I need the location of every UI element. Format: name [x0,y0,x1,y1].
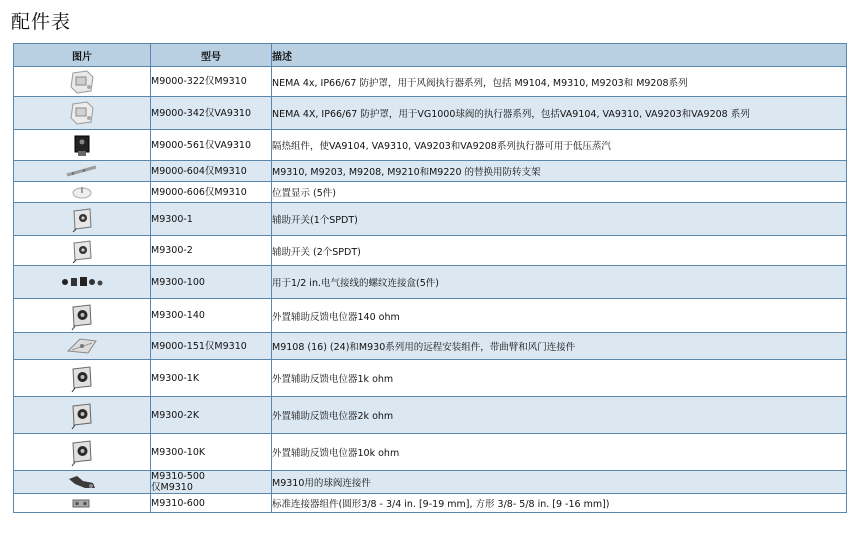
image-cell [14,203,151,236]
image-cell [14,182,151,203]
header-model: 型号 [151,44,272,67]
table-header-row [14,44,847,67]
potentiometer-icon [67,362,97,394]
description-cell: 外置辅助反馈电位器2k ohm [272,397,847,434]
potentiometer-icon [67,399,97,431]
image-cell [14,161,151,182]
switch-icon [67,238,97,264]
description-cell: 标准连接器组件(圆形3/8 - 3/4 in. [9-19 mm], 方形 3/8- 5/8 in. [9 -16 mm]) [272,494,847,513]
model-cell: M9300-1K [151,360,272,397]
image-cell [14,266,151,299]
switch-icon [67,205,97,233]
image-cell [14,397,151,434]
image-cell [14,299,151,333]
model-cell: M9000-606仅M9310 [151,182,272,203]
table-row [14,266,847,299]
potentiometer-icon [67,436,97,468]
description-cell: 辅助开关(1个SPDT) [272,203,847,236]
table-row [14,494,847,513]
description-cell: NEMA 4X, IP66/67 防护罩，用于VG1000球阀的执行器系列，包括VA9104, VA9310, VA9203和VA9208 系列 [272,97,847,130]
model-cell: M9300-100 [151,266,272,299]
enclosure-icon [65,69,99,95]
thermal-isolation-icon [67,132,97,158]
model-cell: M9000-604仅M9310 [151,161,272,182]
position-indicator-icon [69,184,95,200]
model-cell: M9310-600 [151,494,272,513]
model-cell: M9300-140 [151,299,272,333]
description-cell: 外置辅助反馈电位器1k ohm [272,360,847,397]
enclosure-icon [65,99,99,127]
table-row [14,397,847,434]
bracket-icon [64,164,100,178]
conduit-adapter-icon [59,274,105,290]
table-row [14,203,847,236]
model-cell [151,471,272,494]
table-row [14,299,847,333]
table-row [14,333,847,360]
image-cell [14,67,151,97]
remote-mount-icon [62,335,102,357]
table-row [14,471,847,494]
model-cell: M9300-2 [151,236,272,266]
description-cell: 用于1/2 in.电气接线的螺纹连接盒(5件) [272,266,847,299]
model-cell: M9300-1 [151,203,272,236]
model-cell: M9000-561仅VA9310 [151,130,272,161]
description-cell: 隔热组件，使VA9104, VA9310, VA9203和VA9208系列执行器可用于低压蒸汽 [272,130,847,161]
description-cell: 辅助开关 (2个SPDT) [272,236,847,266]
image-cell [14,434,151,471]
model-cell: M9000-151仅M9310 [151,333,272,360]
image-cell [14,333,151,360]
table-row [14,182,847,203]
description-cell: NEMA 4x, IP66/67 防护罩，用于风阀执行器系列，包括 M9104, M9310, M9203和 M9208系列 [272,67,847,97]
description-cell: 外置辅助反馈电位器140 ohm [272,299,847,333]
table-row [14,67,847,97]
model-cell: M9000-322仅M9310 [151,67,272,97]
image-cell [14,236,151,266]
header-image: 图片 [14,44,151,67]
accessories-table [13,43,847,513]
model-line-2: 仅M9310 [151,482,193,493]
image-cell [14,471,151,494]
description-cell: M9310, M9203, M9208, M9210和M9220 的替换用防转支架 [272,161,847,182]
model-line-1: M9310-500 [151,471,205,482]
potentiometer-icon [67,301,97,331]
model-cell: M9300-2K [151,397,272,434]
image-cell [14,360,151,397]
description-cell: M9310用的球阀连接件 [272,471,847,494]
table-row [14,161,847,182]
table-row [14,434,847,471]
image-cell [14,130,151,161]
table-row [14,360,847,397]
model-cell: M9000-342仅VA9310 [151,97,272,130]
model-cell: M9300-10K [151,434,272,471]
connector-kit-icon [67,496,97,511]
header-description: 描述 [272,44,847,67]
image-cell [14,494,151,513]
description-cell: M9108 (16) (24)和M930系列用的远程安装组件，带曲臂和风门连接件 [272,333,847,360]
table-row [14,236,847,266]
table-row [14,130,847,161]
page-title: 配件表 [11,11,72,33]
description-cell: 位置显示 (5件) [272,182,847,203]
ball-valve-linkage-icon [65,473,99,491]
description-cell: 外置辅助反馈电位器10k ohm [272,434,847,471]
table-row [14,97,847,130]
image-cell [14,97,151,130]
